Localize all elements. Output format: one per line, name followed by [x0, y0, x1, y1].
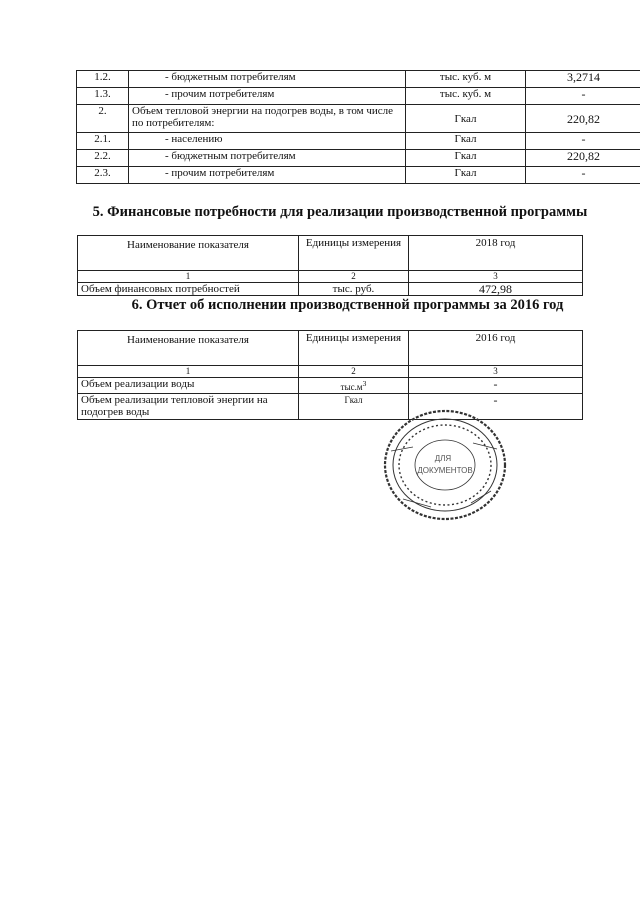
row-value: -	[526, 88, 640, 105]
column-number: 2	[299, 271, 409, 283]
section-5-title: 5. Финансовые потребности для реализации производственной программы	[92, 204, 588, 220]
table-header-row	[78, 236, 583, 271]
table-row	[77, 133, 640, 150]
row-name: - прочим потребителям	[129, 167, 406, 184]
header-indicator-name: Наименование показателя	[78, 331, 299, 366]
header-year: 2018 год	[409, 236, 583, 271]
row-unit	[299, 378, 409, 394]
table-row	[77, 150, 640, 167]
stamp-text-line2: ДОКУМЕНТОВ	[417, 466, 473, 475]
row-number: 2.3.	[77, 167, 129, 184]
column-numbers-row	[78, 366, 583, 378]
row-name: Объем финансовых потребностей	[78, 283, 299, 296]
row-name: - прочим потребителям	[129, 88, 406, 105]
header-unit: Единицы измерения	[299, 236, 409, 271]
row-value: -	[409, 378, 583, 394]
column-number: 2	[299, 366, 409, 378]
row-unit: тыс. куб. м	[406, 71, 526, 88]
row-value: 3,2714	[526, 71, 640, 88]
row-unit: Гкал	[299, 394, 409, 420]
row-name: Объем реализации тепловой энергии на подогрев воды	[78, 394, 299, 420]
row-number: 2.	[77, 105, 129, 133]
row-value: 220,82	[526, 105, 640, 133]
row-unit: Гкал	[406, 105, 526, 133]
table-row	[77, 71, 640, 88]
row-name: Объем реализации воды	[78, 378, 299, 394]
unit-text: тыс.м	[340, 382, 363, 392]
row-name: - бюджетным потребителям	[129, 71, 406, 88]
stamp-text-line1: ДЛЯ	[434, 454, 452, 463]
row-value: 472,98	[409, 283, 583, 296]
table-row	[78, 378, 583, 394]
row-number: 2.2.	[77, 150, 129, 167]
column-number: 3	[409, 366, 583, 378]
row-value: -	[409, 394, 583, 420]
table-row	[77, 105, 640, 133]
header-unit: Единицы измерения	[299, 331, 409, 366]
column-numbers-row	[78, 271, 583, 283]
column-number: 1	[78, 271, 299, 283]
column-number: 1	[78, 366, 299, 378]
row-unit: Гкал	[406, 167, 526, 184]
table-header-row	[78, 331, 583, 366]
row-name: - бюджетным потребителям	[129, 150, 406, 167]
row-name: - населению	[129, 133, 406, 150]
column-number: 3	[409, 271, 583, 283]
row-number: 2.1.	[77, 133, 129, 150]
consumption-table	[76, 70, 640, 184]
header-year: 2016 год	[409, 331, 583, 366]
unit-superscript: 3	[362, 379, 367, 388]
table-row	[77, 167, 640, 184]
financial-needs-table	[77, 235, 583, 296]
table-row	[77, 88, 640, 105]
row-unit: Гкал	[406, 150, 526, 167]
row-number: 1.3.	[77, 88, 129, 105]
section-6-title: 6. Отчет об исполнении производственной программы за 2016 год	[131, 297, 564, 313]
row-value: -	[526, 167, 640, 184]
row-unit: тыс. куб. м	[406, 88, 526, 105]
round-seal-stamp	[373, 403, 515, 527]
table-row	[78, 283, 583, 296]
row-unit: Гкал	[406, 133, 526, 150]
header-indicator-name: Наименование показателя	[78, 236, 299, 271]
row-number: 1.2.	[77, 71, 129, 88]
row-value: -	[526, 133, 640, 150]
row-unit: тыс. руб.	[299, 283, 409, 296]
row-value: 220,82	[526, 150, 640, 167]
row-name: Объем тепловой энергии на подогрев воды, в том числе по потребителям:	[129, 105, 406, 133]
